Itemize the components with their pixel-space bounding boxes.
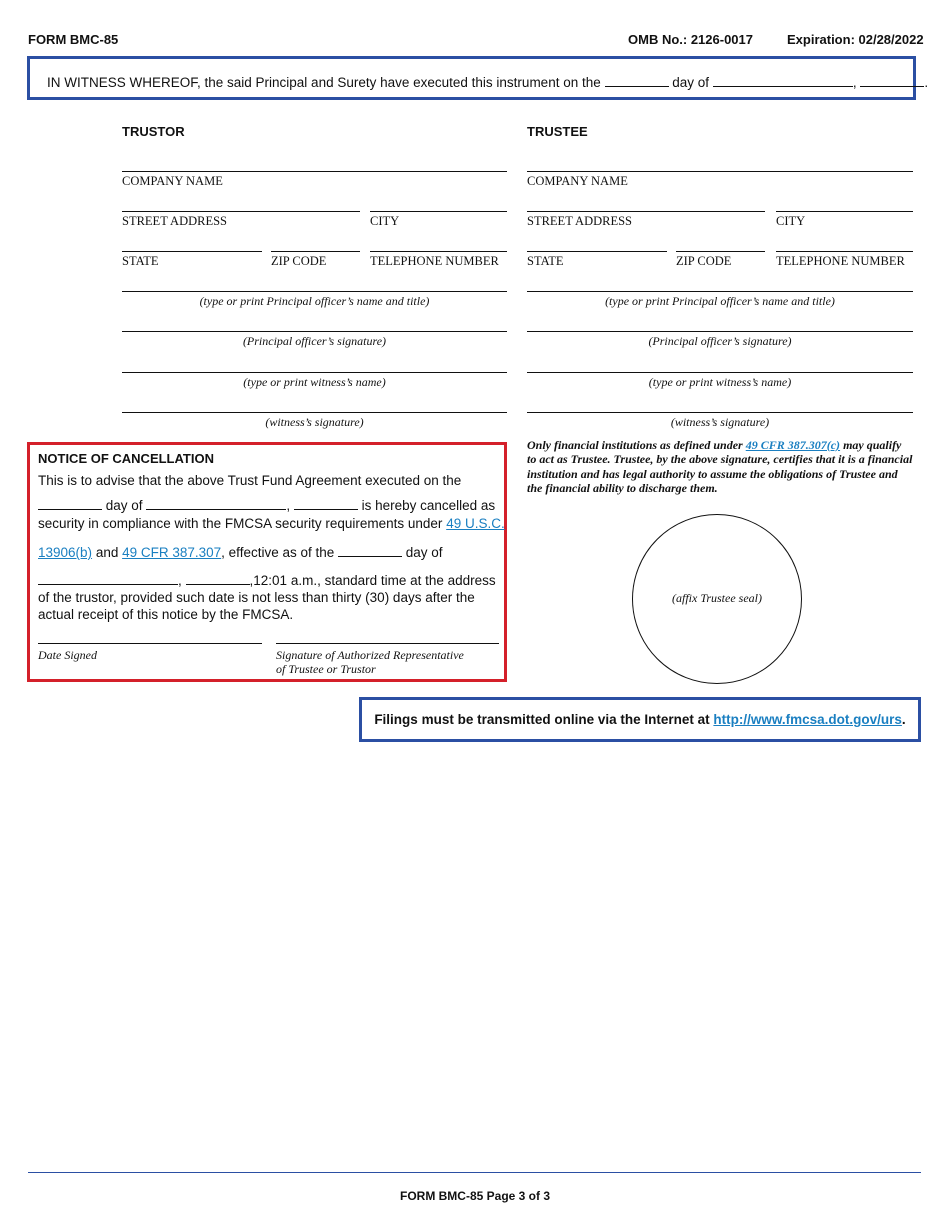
trustee-qualification-text — [527, 438, 917, 495]
trustor-city-label: CITY — [370, 214, 400, 228]
footer-divider — [28, 1172, 921, 1173]
witness-period: . — [924, 75, 929, 90]
notice-year-field[interactable] — [294, 497, 358, 510]
trustor-company-label: COMPANY NAME — [122, 174, 223, 188]
trustor-phone-line[interactable] — [370, 251, 507, 252]
trustor-zip-line[interactable] — [271, 251, 360, 252]
trustee-street-line[interactable] — [527, 211, 765, 212]
fmcsa-urs-link[interactable]: http://www.fmcsa.dot.gov/urs — [713, 712, 902, 727]
notice-effective-text: , effective as of the — [221, 545, 335, 560]
expiration-date: Expiration: 02/28/2022 — [787, 32, 924, 47]
trustor-zip-label: ZIP CODE — [271, 254, 327, 268]
filing-instructions-box — [359, 697, 921, 742]
witness-day-field[interactable] — [605, 74, 669, 87]
filing-period: . — [901, 712, 906, 727]
notice-effective-day-field[interactable] — [338, 544, 402, 557]
trustee-officer-signature-caption: (Principal officer’s signature) — [648, 334, 792, 348]
trustee-street-label: STREET ADDRESS — [527, 214, 632, 228]
trustor-officer-signature-line[interactable] — [122, 331, 507, 332]
notice-title: NOTICE OF CANCELLATION — [38, 451, 214, 466]
witness-day-of: day of — [672, 75, 710, 90]
notice-line-3 — [38, 516, 505, 531]
trustor-witness-signature-line[interactable] — [122, 412, 507, 413]
notice-line-2 — [38, 497, 495, 513]
authorized-signature-label-1: Signature of Authorized Representative — [276, 648, 464, 662]
witness-text: IN WITNESS WHEREOF, the said Principal and Surety have executed this instrument on the — [47, 75, 601, 90]
trustor-state-line[interactable] — [122, 251, 262, 252]
trustee-city-line[interactable] — [776, 211, 913, 212]
cfr-387-307c-link[interactable]: 49 CFR 387.307(c) — [745, 438, 841, 452]
qualify-text-2: may qualify — [843, 438, 902, 452]
trustee-state-line[interactable] — [527, 251, 667, 252]
trustee-witness-signature-line[interactable] — [527, 412, 913, 413]
form-id: FORM BMC-85 — [28, 32, 119, 47]
trustor-officer-signature-caption: (Principal officer’s signature) — [242, 334, 387, 348]
usc-13906-link[interactable]: 13906(b) — [38, 545, 93, 560]
notice-line-5 — [38, 572, 496, 588]
notice-line-6: of the trustor, provided such date is not less than thirty (30) days after the — [38, 590, 475, 605]
trustor-officer-name-line[interactable] — [122, 291, 507, 292]
trustor-street-label: STREET ADDRESS — [122, 214, 227, 228]
trustor-phone-label: TELEPHONE NUMBER — [370, 254, 499, 268]
witness-comma: , — [852, 75, 857, 90]
usc-link[interactable]: 49 U.S.C. — [446, 516, 505, 531]
trustee-phone-line[interactable] — [776, 251, 913, 252]
witness-year-field[interactable] — [860, 74, 924, 87]
trustee-company-line[interactable] — [527, 171, 913, 172]
trustee-company-label: COMPANY NAME — [527, 174, 628, 188]
notice-day-of: day of — [105, 498, 143, 513]
notice-effective-year-field[interactable] — [186, 572, 250, 585]
notice-comma: , — [286, 498, 291, 513]
cfr-387-307-link[interactable]: 49 CFR 387.307 — [122, 545, 222, 560]
notice-comma-2: , — [178, 573, 182, 588]
omb-number: OMB No.: 2126-0017 — [628, 32, 753, 47]
notice-line-4 — [38, 544, 443, 560]
witness-month-field[interactable] — [713, 74, 853, 87]
notice-line-1: This is to advise that the above Trust Fund Agreement executed on the — [38, 473, 462, 488]
date-signed-label: Date Signed — [38, 648, 97, 662]
qualify-line-2: to act as Trustee. Trustee, by the above signature, certifies that it is a financial — [527, 452, 913, 467]
trustee-officer-name-caption: (type or print Principal officer’s name and title) — [605, 294, 835, 308]
trustee-witness-name-line[interactable] — [527, 372, 913, 373]
qualify-line-3: institution and has legal authority to assume the obligations of Trustee and — [527, 466, 898, 481]
date-signed-line[interactable] — [38, 643, 262, 644]
trustor-witness-signature-caption: (witness’s signature) — [265, 415, 364, 429]
trustor-company-line[interactable] — [122, 171, 507, 172]
notice-and: and — [95, 545, 119, 560]
trustor-street-line[interactable] — [122, 211, 360, 212]
trustor-witness-name-caption: (type or print witness’s name) — [243, 375, 386, 389]
trustee-city-label: CITY — [776, 214, 806, 228]
trustee-zip-label: ZIP CODE — [676, 254, 732, 268]
footer-page-label: FORM BMC-85 Page 3 of 3 — [399, 1189, 551, 1203]
trustee-witness-signature-caption: (witness’s signature) — [670, 415, 770, 429]
trustor-heading: TRUSTOR — [122, 124, 185, 139]
filing-text: Filings must be transmitted online via the Internet at — [374, 712, 710, 727]
trustee-phone-label: TELEPHONE NUMBER — [776, 254, 905, 268]
authorized-signature-line[interactable] — [276, 643, 499, 644]
notice-day-field[interactable] — [38, 497, 102, 510]
notice-time-text: ,12:01 a.m., standard time at the address — [249, 573, 496, 588]
trustee-officer-signature-line[interactable] — [527, 331, 913, 332]
notice-effective-day-of: day of — [405, 545, 443, 560]
authorized-signature-label-2: of Trustee or Trustor — [276, 662, 376, 676]
qualify-line-4: the financial ability to discharge them. — [527, 480, 718, 495]
trustor-city-line[interactable] — [370, 211, 507, 212]
notice-effective-month-field[interactable] — [38, 572, 178, 585]
notice-cancelled-text: is hereby cancelled as — [361, 498, 496, 513]
qualify-text-1: Only financial institutions as defined under — [527, 438, 743, 452]
trustee-zip-line[interactable] — [676, 251, 765, 252]
notice-of-cancellation-box — [27, 442, 507, 682]
seal-label: (affix Trustee seal) — [672, 591, 762, 605]
trustee-heading: TRUSTEE — [527, 124, 588, 139]
notice-security-text: security in compliance with the FMCSA security requirements under — [38, 516, 443, 531]
trustee-state-label: STATE — [527, 254, 564, 268]
trustee-officer-name-line[interactable] — [527, 291, 913, 292]
trustor-witness-name-line[interactable] — [122, 372, 507, 373]
trustor-officer-name-caption: (type or print Principal officer’s name and title) — [199, 294, 430, 308]
witness-box — [27, 56, 929, 100]
trustee-witness-name-caption: (type or print witness’s name) — [648, 375, 792, 389]
notice-month-field[interactable] — [146, 497, 286, 510]
trustor-state-label: STATE — [122, 254, 159, 268]
authorized-signature-label — [276, 648, 464, 676]
notice-line-7: actual receipt of this notice by the FMCSA. — [38, 607, 294, 622]
